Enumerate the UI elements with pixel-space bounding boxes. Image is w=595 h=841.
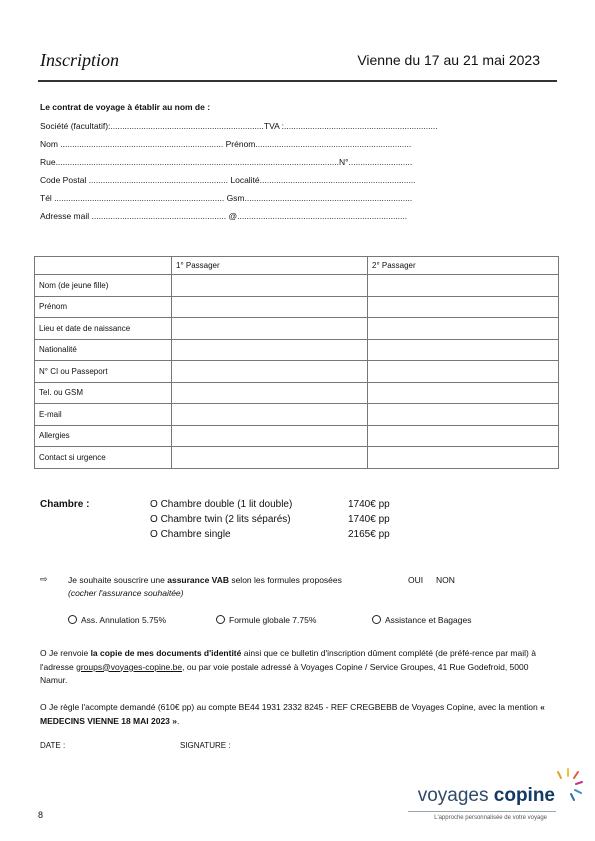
table-row <box>35 447 559 469</box>
payment-pre: O Je règle l'acompte demandé (610€ pp) au compte BE44 1931 2332 8245 - REF CREGBEBB de Voyages Copine, avec la mention <box>40 702 541 712</box>
passenger-table <box>34 256 559 469</box>
passenger-1-cell[interactable] <box>172 275 368 297</box>
contract-line-nom[interactable]: Nom ..................................................................... Prénom.................................................................. <box>40 139 412 149</box>
payment-post: . <box>177 715 180 726</box>
passenger-2-cell[interactable] <box>368 361 559 383</box>
passenger-2-cell[interactable] <box>368 425 559 447</box>
chambre-option-name: Chambre twin (2 lits séparés) <box>160 514 291 525</box>
passenger-1-cell[interactable] <box>172 404 368 426</box>
insurance-option-label: Formule globale 7.75% <box>229 615 317 625</box>
logo-divider <box>408 811 556 812</box>
chambre-price: 1740€ pp <box>348 514 390 525</box>
table-row <box>35 275 559 297</box>
passenger-1-cell[interactable] <box>172 318 368 340</box>
trip-dates: Vienne du 17 au 21 mai 2023 <box>357 52 540 68</box>
payment-paragraph <box>40 701 550 728</box>
table-row <box>35 318 559 340</box>
passenger-1-cell[interactable] <box>172 296 368 318</box>
insurance-option-label: Assistance et Bagages <box>385 615 472 625</box>
radio-circle-icon: O <box>150 529 161 540</box>
table-header-passenger-2: 2° Passager <box>368 257 559 275</box>
documents-bold: la copie de mes documents d'identité <box>90 648 242 658</box>
documents-pre: O Je renvoie <box>40 648 91 658</box>
radio-circle-icon <box>216 615 225 624</box>
documents-post: , ou par voie postale adressé à Voyages Copine / Service Groupes, 41 Rue Godefroid, 5000 Namur. <box>40 661 529 685</box>
contract-line-tel[interactable]: Tél ........................................................................ Gsm....................................................................... <box>40 193 413 203</box>
page-title: Inscription <box>40 50 119 70</box>
logo-word-voyages: voyages <box>417 785 494 806</box>
logo-word-copine: copine <box>493 785 555 806</box>
table-row <box>35 361 559 383</box>
sun-rays-icon <box>552 768 584 802</box>
page-number: 8 <box>38 810 44 820</box>
passenger-2-cell[interactable] <box>368 318 559 340</box>
table-row <box>35 296 559 318</box>
passenger-1-cell[interactable] <box>172 339 368 361</box>
table-header-passenger-1: 1° Passager <box>172 257 368 275</box>
insurance-oui[interactable]: OUI <box>408 575 424 585</box>
payment-bold: « MEDECINS VIENNE 18 MAI 2023 » <box>40 702 545 726</box>
row-label: Tel. ou GSM <box>35 382 172 404</box>
arrow-icon: ⇨ <box>40 574 48 584</box>
insurance-option-globale[interactable] <box>216 615 316 625</box>
logo-tagline: L'approche personnalisée de votre voyage <box>434 815 547 821</box>
insurance-option-annulation[interactable] <box>68 615 166 625</box>
insurance-non[interactable]: NON <box>436 575 455 585</box>
radio-circle-icon: O <box>150 514 161 525</box>
row-label: Prénom <box>35 296 172 318</box>
header-rule <box>38 80 557 82</box>
passenger-2-cell[interactable] <box>368 382 559 404</box>
contract-heading: Le contrat de voyage à établir au nom de : <box>40 102 211 112</box>
contract-line-email[interactable]: Adresse mail ......................................................... @........................................................................ <box>40 211 408 221</box>
documents-mid: ainsi que ce bulletin d'inscription dûment complété (de préfé-rence par mail) à l'adresse <box>40 648 536 672</box>
insurance-text-post: selon les formules proposées <box>228 575 342 585</box>
row-label: Nom (de jeune fille) <box>35 275 172 297</box>
table-header-cell <box>35 257 172 275</box>
contract-line-code-postal[interactable]: Code Postal ........................................................... Localité.................................................................. <box>40 175 416 185</box>
passenger-1-cell[interactable] <box>172 361 368 383</box>
row-label: Allergies <box>35 425 172 447</box>
table-row <box>35 425 559 447</box>
insurance-text-bold: assurance VAB <box>167 575 229 585</box>
passenger-2-cell[interactable] <box>368 404 559 426</box>
contact-email-link[interactable]: groups@voyages-copine.be <box>76 661 183 672</box>
radio-circle-icon <box>372 615 381 624</box>
chambre-option-name: Chambre single <box>160 529 231 540</box>
row-label: Lieu et date de naissance <box>35 318 172 340</box>
signature-field[interactable]: SIGNATURE : <box>180 741 231 750</box>
chambre-price: 1740€ pp <box>348 499 390 510</box>
row-label: N° CI ou Passeport <box>35 361 172 383</box>
insurance-question <box>68 575 342 585</box>
row-label: Contact si urgence <box>35 447 172 469</box>
passenger-1-cell[interactable] <box>172 382 368 404</box>
documents-paragraph <box>40 647 550 688</box>
insurance-note: (cocher l'assurance souhaitée) <box>68 588 184 598</box>
brand-logo <box>418 785 555 807</box>
radio-circle-icon <box>68 615 77 624</box>
chambre-option-twin[interactable] <box>150 514 291 525</box>
passenger-1-cell[interactable] <box>172 447 368 469</box>
row-label: Nationalité <box>35 339 172 361</box>
insurance-option-assistance[interactable] <box>372 615 471 625</box>
passenger-2-cell[interactable] <box>368 296 559 318</box>
chambre-price: 2165€ pp <box>348 529 390 540</box>
passenger-2-cell[interactable] <box>368 447 559 469</box>
chambre-label: Chambre : <box>40 499 90 510</box>
contract-line-societe[interactable]: Société (facultatif):.................................................................TVA :................................................................. <box>40 121 438 131</box>
table-row <box>35 382 559 404</box>
chambre-option-double[interactable] <box>150 499 292 510</box>
date-field[interactable]: DATE : <box>40 741 66 750</box>
chambre-option-single[interactable] <box>150 529 231 540</box>
passenger-1-cell[interactable] <box>172 425 368 447</box>
passenger-2-cell[interactable] <box>368 275 559 297</box>
row-label: E-mail <box>35 404 172 426</box>
insurance-option-label: Ass. Annulation 5.75% <box>81 615 167 625</box>
table-row <box>35 339 559 361</box>
contract-line-rue[interactable]: Rue........................................................................................................................N°........................... <box>40 157 413 167</box>
passenger-2-cell[interactable] <box>368 339 559 361</box>
chambre-option-name: Chambre double (1 lit double) <box>160 499 293 510</box>
table-row <box>35 404 559 426</box>
table-header-row <box>35 257 559 275</box>
insurance-text-pre: Je souhaite souscrire une <box>68 575 168 585</box>
radio-circle-icon: O <box>150 499 161 510</box>
